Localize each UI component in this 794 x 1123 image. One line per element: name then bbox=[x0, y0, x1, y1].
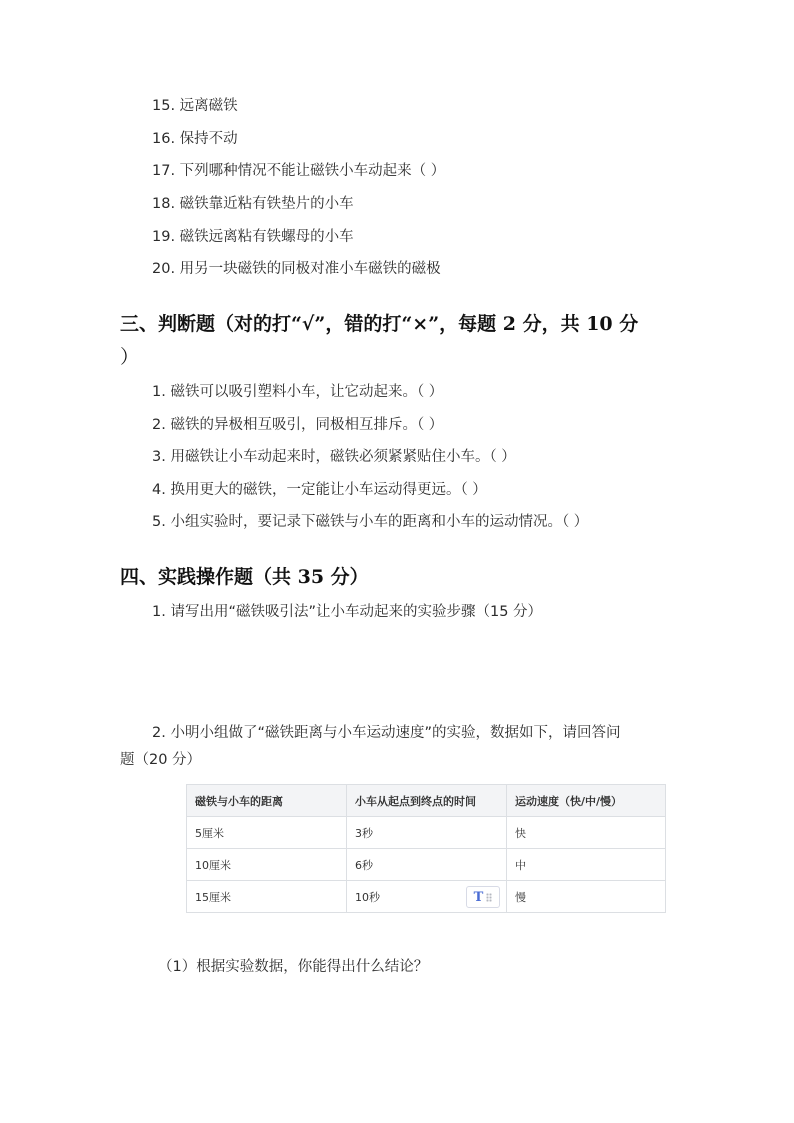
drag-handle-icon[interactable] bbox=[486, 893, 492, 902]
table-cell: 快 bbox=[507, 817, 666, 849]
choice-item: 18. 磁铁靠近粘有铁垫片的小车 bbox=[152, 196, 354, 212]
table-cell: 10厘米 bbox=[187, 849, 347, 881]
judge-item: 4. 换用更大的磁铁，一定能让小车运动得更远。（ ） bbox=[152, 482, 487, 498]
sub-question-1: （1）根据实验数据，你能得出什么结论？ bbox=[158, 959, 429, 975]
table-cell: 15厘米 bbox=[187, 881, 347, 913]
text-format-button[interactable] bbox=[466, 886, 500, 908]
choice-item: 15. 远离磁铁 bbox=[152, 98, 238, 114]
practice-question-2: 2. 小明小组做了“磁铁距离与小车运动速度”的实验，数据如下，请回答问 bbox=[152, 725, 621, 741]
column-header: 小车从起点到终点的时间 bbox=[347, 785, 507, 817]
judge-item: 2. 磁铁的异极相互吸引，同极相互排斥。（ ） bbox=[152, 417, 444, 433]
section3-heading-continuation: ） bbox=[120, 346, 140, 368]
practice-question-2-continued: 题（20 分） bbox=[120, 752, 202, 768]
table-cell-text: 10秒 bbox=[355, 890, 380, 904]
table-cell: 5厘米 bbox=[187, 817, 347, 849]
choice-item: 20. 用另一块磁铁的同极对准小车磁铁的磁极 bbox=[152, 261, 441, 277]
text-format-icon: T bbox=[473, 889, 484, 905]
experiment-data-table bbox=[186, 784, 666, 913]
table-header-row bbox=[187, 785, 666, 817]
judge-item: 1. 磁铁可以吸引塑料小车，让它动起来。（ ） bbox=[152, 384, 444, 400]
choice-item: 16. 保持不动 bbox=[152, 131, 238, 147]
table-cell: 慢 bbox=[507, 881, 666, 913]
table-row bbox=[187, 881, 666, 913]
judge-item: 3. 用磁铁让小车动起来时，磁铁必须紧紧贴住小车。（ ） bbox=[152, 449, 516, 465]
table-cell: 中 bbox=[507, 849, 666, 881]
table-cell-with-widget bbox=[347, 881, 507, 913]
column-header: 磁铁与小车的距离 bbox=[187, 785, 347, 817]
table-row bbox=[187, 849, 666, 881]
table-row bbox=[187, 817, 666, 849]
judge-item: 5. 小组实验时，要记录下磁铁与小车的距离和小车的运动情况。（ ） bbox=[152, 514, 589, 530]
table-cell: 6秒 bbox=[347, 849, 507, 881]
table-cell: 3秒 bbox=[347, 817, 507, 849]
column-header: 运动速度（快/中/慢） bbox=[507, 785, 666, 817]
choice-item: 17. 下列哪种情况不能让磁铁小车动起来（ ） bbox=[152, 163, 446, 179]
practice-question-1: 1. 请写出用“磁铁吸引法”让小车动起来的实验步骤（15 分） bbox=[152, 604, 543, 620]
choice-item: 19. 磁铁远离粘有铁螺母的小车 bbox=[152, 229, 354, 245]
section3-heading: 三、判断题（对的打“√”，错的打“×”，每题 2 分，共 10 分 bbox=[120, 313, 639, 335]
section4-heading: 四、实践操作题（共 35 分） bbox=[120, 566, 369, 588]
